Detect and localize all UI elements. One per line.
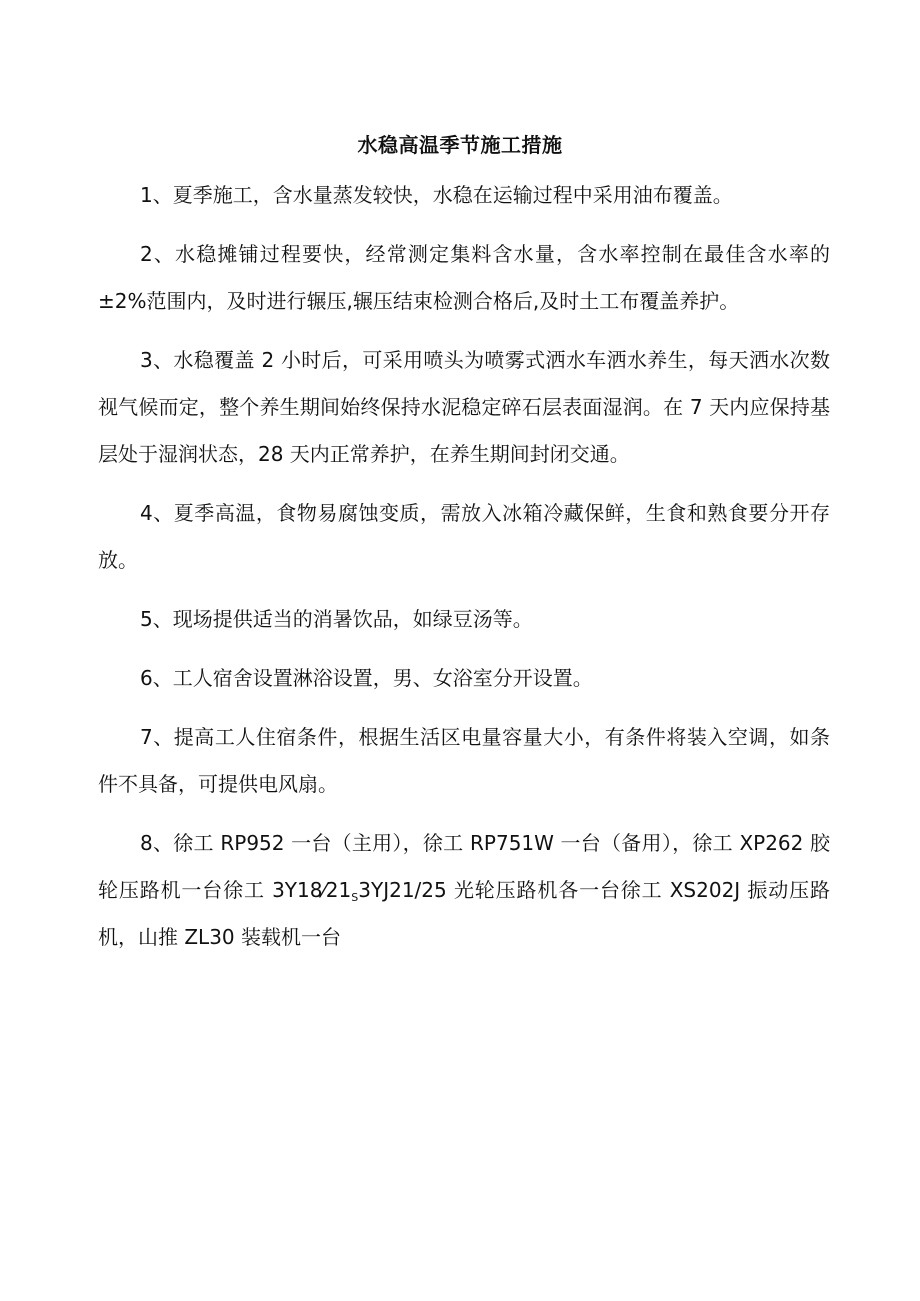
paragraph-7: 7、提高工人住宿条件，根据生活区电量容量大小，有条件将装入空调，如条件不具备，可提供电风扇。 [98, 725, 830, 796]
paragraph-3: 3、水稳覆盖 2 小时后，可采用喷头为喷雾式洒水车洒水养生，每天洒水次数视气候而定，整个养生期间始终保持水泥稳定碎石层表面湿润。在 7 天内应保持基层处于湿润状态，28 天内正常养护，在养生期间封闭交通。 [98, 348, 830, 466]
page-title: 水稳高温季节施工措施 [357, 133, 563, 157]
paragraph-4: 4、夏季高温，食物易腐蚀变质，需放入冰箱冷藏保鲜，生食和熟食要分开存放。 [98, 501, 830, 572]
paragraph-8 [98, 820, 830, 961]
paragraph-1: 1、夏季施工，含水量蒸发较快，水稳在运输过程中采用油布覆盖。 [140, 183, 733, 207]
document-body [98, 172, 830, 973]
paragraph-2: 2、水稳摊铺过程要快，经常测定集料含水量，含水率控制在最佳含水率的±2%范围内，及时进行辗压,辗压结束检测合格后,及时土工布覆盖养护。 [98, 242, 830, 313]
paragraph-8-part1: 8、徐工 RP952 一台（主用），徐工 RP751W 一台（备用），徐工 XP262 胶轮压路机一台徐工 3Y18⁄21 [98, 831, 830, 902]
paragraph-8-subscript: S [351, 891, 359, 904]
paragraph-6: 6、工人宿舍设置淋浴设置，男、女浴室分开设置。 [140, 666, 593, 690]
paragraph-5: 5、现场提供适当的消暑饮品，如绿豆汤等。 [140, 607, 533, 631]
paragraph-8-part2: 3YJ21/25 光轮压路机各一台徐工 XS202J 振动压路机，山推 ZL30 装载机一台 [98, 878, 830, 949]
